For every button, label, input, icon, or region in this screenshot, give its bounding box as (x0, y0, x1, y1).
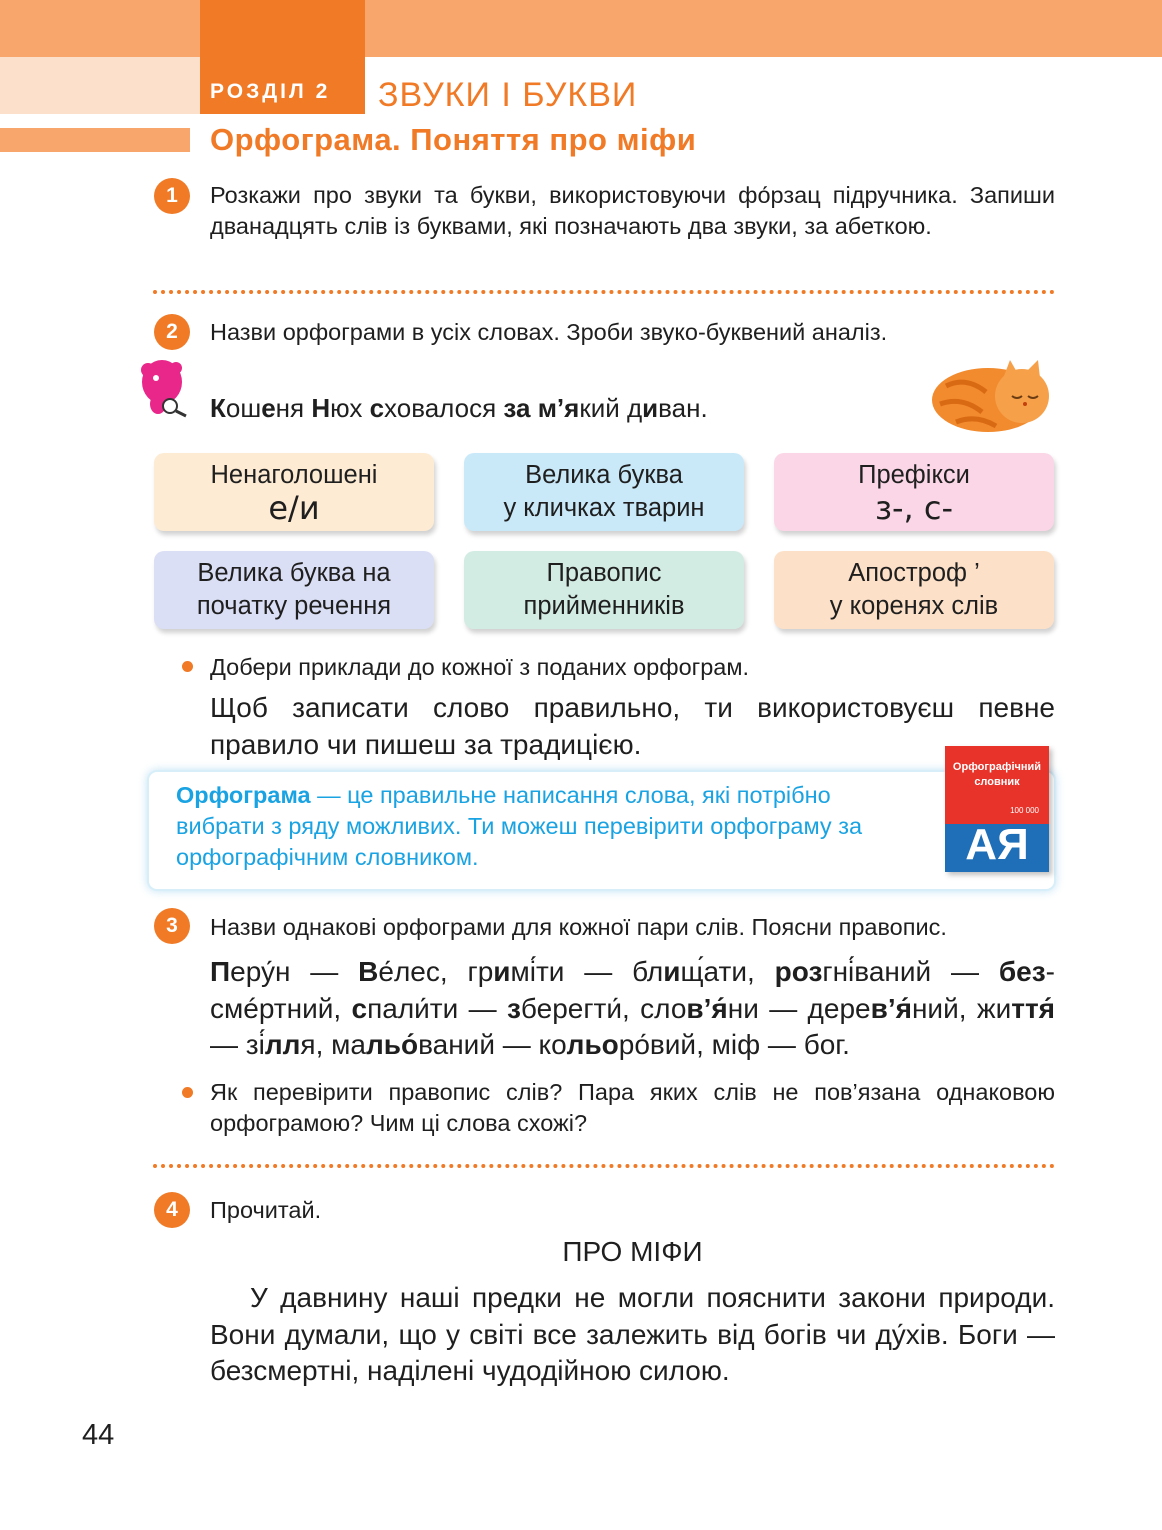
dictionary-letters: АЯ (965, 820, 1029, 869)
header-left-band (0, 57, 200, 114)
card-line1: Префікси (858, 461, 970, 489)
info-text: Щоб записати слово правильно, ти використовуєш певне правило чи пишеш за традицією. (210, 692, 1055, 760)
orthogram-card-5 (464, 551, 744, 629)
lesson-title: Орфограма. Поняття про міфи (210, 122, 697, 157)
sentence-fragment: м’я (537, 393, 580, 423)
story-text: У давнину наші предки не могли пояснити закони природи. Вони думали, що у світі все залежить від богів чи ду́хів. Боги — безсмертні, наділені чудодійною силою. (210, 1282, 1055, 1386)
orthogram-card-4 (154, 551, 434, 629)
card-line2: у коренях слів (829, 592, 999, 620)
card-line2: початку речення (196, 592, 392, 620)
bullet-icon (182, 1087, 193, 1098)
orthogram-card-1 (154, 453, 434, 531)
sentence-fragment: юх (330, 393, 370, 423)
task-3-word-pairs: Перу́н — Ве́лес, гримі́ти — блищ́ати, розгні́ваний — без-смéртний, спали́ти — зберегти́, слов’я́ни — дерев’я́ний, життя́ — зі́лля, мальо́ваний — кольоро́вий, міф — бог. (210, 956, 1055, 1060)
card-line2: прийменників (523, 592, 685, 620)
card-line1: Ненаголошені (210, 461, 378, 489)
page-number: 44 (82, 1419, 115, 1451)
rule-definition: — це правильне написання слова, які потрібно вибрати з ряду можливих. Ти можеш перевірити орфограму за орфографічним словником. (176, 782, 863, 870)
task-4-number: 4 (154, 1192, 190, 1228)
sentence-fragment: с (369, 393, 385, 423)
sentence-fragment: Н (311, 393, 331, 423)
dictionary-book-icon (945, 746, 1049, 872)
cat-illustration-icon (926, 356, 1058, 434)
task-2-sentence (210, 393, 708, 424)
detective-character-icon (136, 356, 194, 420)
task-2-bullet-text: Добери приклади до кожної з поданих орфограм. (210, 654, 750, 680)
task-3-text: Назви однакові орфограми для кожної пари слів. Поясни правопис. (210, 914, 947, 940)
sentence-fragment: ош (225, 393, 262, 423)
story-title: ПРО МІФИ (562, 1236, 703, 1267)
card-line1: Велика буква (525, 461, 683, 489)
rule-term: Орфограма (176, 782, 311, 808)
orthogram-card-6 (774, 551, 1054, 629)
divider-2 (153, 1164, 1055, 1168)
card-line2: у кличках тварин (503, 494, 705, 522)
task-4-text: Прочитай. (210, 1197, 322, 1223)
sentence-fragment: ховалося (384, 393, 504, 423)
rule-text (176, 780, 906, 873)
orthogram-card-2 (464, 453, 744, 531)
card-line2: е/и (268, 489, 320, 527)
task-2-text: Назви орфограми в усіх словах. Зроби звуко-буквений аналіз. (210, 319, 888, 345)
task-3-number: 3 (154, 908, 190, 944)
sentence-fragment: за (503, 393, 531, 423)
task-2-number: 2 (154, 314, 190, 350)
section-title: ЗВУКИ І БУКВИ (378, 76, 638, 114)
sentence-fragment: ня (275, 393, 312, 423)
title-strip (0, 128, 190, 152)
sentence-fragment: ван. (658, 393, 708, 423)
section-label: РОЗДІЛ 2 (210, 80, 331, 103)
sentence-fragment: кий д (579, 393, 643, 423)
bullet-icon (182, 661, 193, 672)
task-3-bullet-text: Як перевірити правопис слів? Пара яких слів не пов’язана однаковою орфограмою? Чим ці слова схожі? (210, 1079, 1055, 1136)
dictionary-count: 100 000 (1010, 806, 1039, 815)
card-line1: Велика буква на (197, 559, 391, 587)
task-1-number: 1 (154, 178, 190, 214)
orthogram-card-3 (774, 453, 1054, 531)
task-1-text: Розкажи про звуки та букви, використовуючи фо́рзац підручника. Запиши дванадцять слів із буквами, які позначають два звуки, за абеткою. (210, 182, 1055, 239)
card-line1: Апостроф ’ (848, 559, 980, 587)
card-line1: Правопис (546, 559, 662, 587)
header-band (0, 0, 1162, 57)
card-line2: з-, с- (874, 489, 954, 527)
divider-1 (153, 290, 1055, 294)
sentence-fragment: К (210, 393, 226, 423)
dictionary-title: Орфографічний словник (952, 761, 1042, 788)
sentence-fragment (530, 393, 537, 423)
sentence-fragment: е (261, 393, 276, 423)
sentence-fragment: и (642, 393, 659, 423)
